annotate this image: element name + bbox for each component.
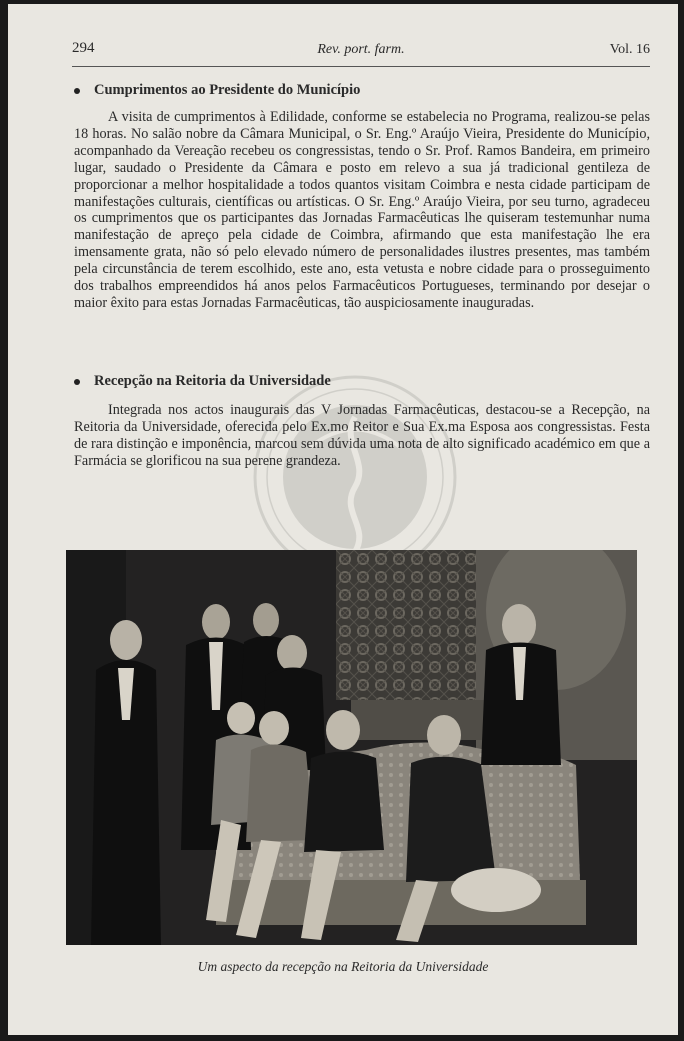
section-heading-1 bbox=[74, 82, 360, 99]
journal-title: Rev. port. farm. bbox=[317, 42, 405, 57]
section-1-paragraph: A visita de cumprimentos à Edilidade, conforme se estabelecia no Programa, realizou-se pelas 18 horas. No salão nobre da Câmara Municipal, o Sr. Eng.º Araújo Vieira, Presidente do Município, acompanhado da Vereação recebeu os congressistas, tendo o Sr. Prof. Ramos Bandeira, em primeiro lugar, saudado o Presidente da Câmara e posto em relevo a sua já tradicional gentileza de proporcionar a melhor hospitalidade a todos quantos visitam Coimbra e nesta cidade participam de manifestações culturais, científicas ou artísticas. O Sr. Eng.º Araújo Vieira, por seu turno, agradeceu os cumprimentos que os participantes das Jornadas Farmacêuticas lhe quiseram testemunhar numa manifestação de apreço pela cidade de Coimbra, afirmando que esta manifestação lhe era imensamente grata, não só pelo elevado número de personalidades ilustres presentes, mas também pela circunstância de terem escolhido, este ano, esta vetusta e nobre cidade para o prosseguimento dos trabalhos empreendidos há anos pelos Farmacêuticos Portugueses, terminando por desejar o maior êxito para estas Jornadas Farmacêuticas, tão auspiciosamente inauguradas. bbox=[74, 109, 650, 311]
bullet-icon bbox=[74, 88, 80, 94]
section-2-paragraph: Integrada nos actos inaugurais das V Jornadas Farmacêuticas, destacou-se a Recepção, na Reitoria da Universidade, oferecida pelo Ex.mo Reitor e Sua Ex.ma Esposa aos congressistas. Festa de rara distinção e imponência, marcou sem dúvida uma nota de alto significado académico em que a Farmácia se glorificou na sua perene grandeza. bbox=[74, 402, 650, 469]
running-header bbox=[72, 40, 650, 67]
page-number: 294 bbox=[72, 40, 95, 56]
section-heading-2-text: Recepção na Reitoria da Universidade bbox=[94, 373, 331, 389]
volume-label: Vol. 16 bbox=[609, 42, 650, 57]
photo-illustration bbox=[66, 550, 637, 945]
photo-caption: Um aspecto da recepção na Reitoria da Universidade bbox=[197, 959, 489, 974]
reception-photo bbox=[66, 550, 637, 945]
bullet-icon bbox=[74, 379, 80, 385]
journal-page bbox=[8, 4, 678, 1035]
section-heading-1-text: Cumprimentos ao Presidente do Município bbox=[94, 82, 361, 98]
section-heading-2 bbox=[74, 373, 331, 390]
